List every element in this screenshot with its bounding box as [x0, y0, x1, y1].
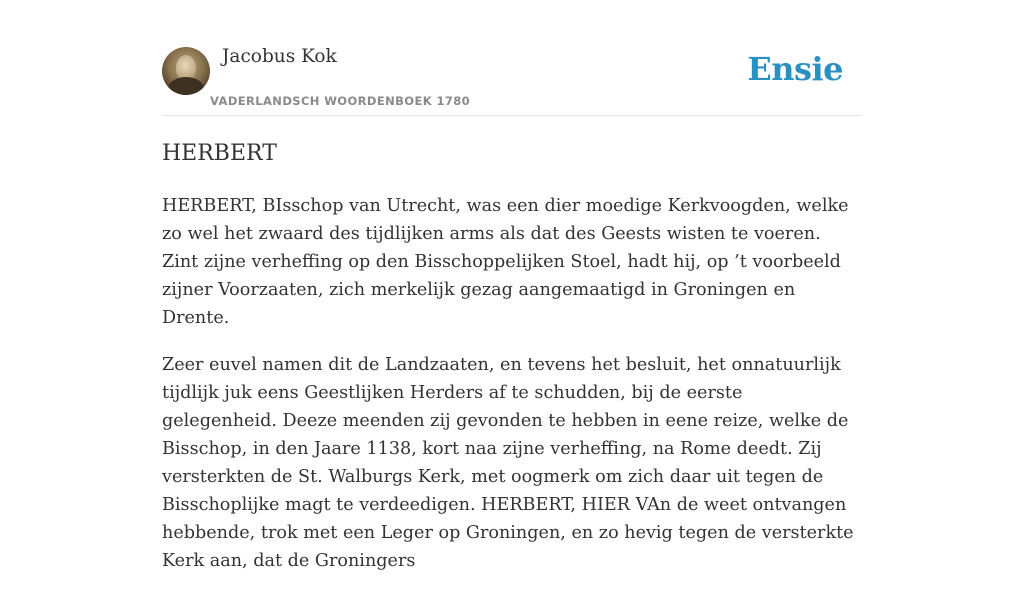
author-avatar[interactable]	[162, 47, 210, 95]
article-page	[162, 0, 862, 571]
article-header	[162, 0, 862, 116]
author-name[interactable]: Jacobus Kok	[222, 46, 337, 67]
paragraph: Zeer euvel namen dit de Landzaaten, en tevens het besluit, het onnatuurlijk tijdlijk juk eens Geestlijken Herders af te schudden, bij de eerste gelegenheid. Deeze meenden zij gevonden te hebben in eene reize, welke de Bisschop, in den Jaare 1138, kort naa zijne verheffing, na Rome deedt. Zij versterkten de St. Walburgs Kerk, met oogmerk om zich daar uit tegen de Bisschoplijke magt te verdeedigen. HERBERT, HIER VAn de weet ontvangen hebbende, trok met een Leger op Groningen, en zo hevig tegen de versterkte Kerk aan, dat de Groningers	[162, 355, 854, 571]
page-title: HERBERT	[162, 141, 277, 166]
paragraph: HERBERT, BIsschop van Utrecht, was een dier moedige Kerkvoogden, welke zo wel het zwaard des tijdlijken arms als dat des Geests wisten te voeren. Zint zijne verheffing op den Bisschoppelijken Stoel, hadt hij, op ’t voorbeeld zijner Voorzaaten, zich merkelijk gezag aangemaatigd in Groningen en Drente.	[162, 196, 849, 328]
source-label[interactable]: VADERLANDSCH WOORDENBOEK 1780	[210, 94, 471, 108]
portrait-body	[168, 77, 204, 95]
brand-logo[interactable]: Ensie	[747, 50, 843, 88]
article-body	[162, 192, 862, 594]
